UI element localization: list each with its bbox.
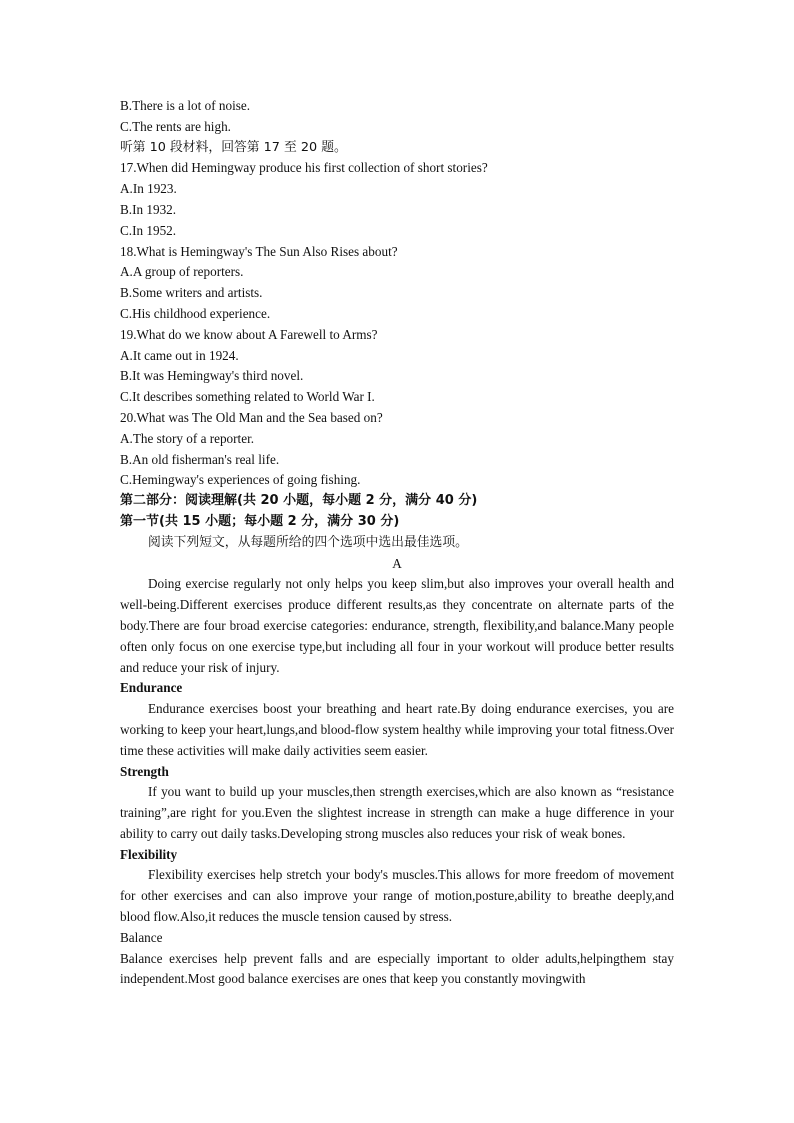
option-line: C.In 1952. — [120, 222, 177, 238]
question-19: 19.What do we know about A Farewell to Arms? — [120, 326, 378, 342]
option-line: B.In 1932. — [120, 201, 177, 217]
option-line: C.The rents are high. — [120, 118, 231, 134]
option-line: A.In 1923. — [120, 181, 177, 197]
section-text-strength: If you want to build up your muscles,then strength exercises,which are also known as “resistance training”,are right for you.Even the slightest increase in strength can make a huge difference in your ability to carry out daily tasks.Developing strong muscles also reduces your risk of weak bones. — [120, 784, 674, 841]
option-line: B.Some writers and artists. — [120, 285, 263, 301]
option-line: A.It came out in 1924. — [120, 347, 239, 363]
document-content — [120, 96, 674, 990]
option-line: A.A group of reporters. — [120, 264, 244, 280]
section-heading: 第一节(共 15 小题；每小题 2 分，满分 30 分) — [120, 513, 400, 529]
reading-instruction: 阅读下列短文，从每题所给的四个选项中选出最佳选项。 — [148, 534, 468, 550]
option-line: C.His childhood experience. — [120, 305, 271, 321]
section-text-endurance: Endurance exercises boost your breathing and heart rate.By doing endurance exercises, you are working to keep your heart,lungs,and blood-flow system healthy while improving your total fitness.Over time these activities will make daily activities seem easier. — [120, 701, 674, 758]
option-line: B.There is a lot of noise. — [120, 98, 251, 113]
option-line: B.It was Hemingway's third novel. — [120, 368, 304, 384]
passage-intro: Doing exercise regularly not only helps you keep slim,but also improves your overall health and well-being.Different exercises produce different results,as they concentrate on alternate parts of the body.There are four broad exercise categories: endurance, strength, flexibility,and balance.Many people often only focus on one exercise type,but including all four in your workout will produce better results and reduce your risk of injury. — [120, 576, 674, 675]
listening-instruction: 听第 10 段材料，回答第 17 至 20 题。 — [120, 139, 347, 155]
part-heading: 第二部分：阅读理解(共 20 小题，每小题 2 分，满分 40 分) — [120, 493, 478, 509]
question-18: 18.What is Hemingway's The Sun Also Rises about? — [120, 243, 398, 259]
question-20: 20.What was The Old Man and the Sea based on? — [120, 409, 383, 425]
section-text-flexibility: Flexibility exercises help stretch your body's muscles.This allows for more freedom of movement for other exercises and can also improve your range of motion,posture,ability to breathe deeply,and blood flow.Also,it reduces the muscle tension caused by stress. — [120, 867, 674, 925]
option-line: A.The story of a reporter. — [120, 430, 255, 446]
section-title-flexibility: Flexibility — [120, 846, 178, 862]
section-title-endurance: Endurance — [120, 680, 183, 696]
option-line: B.An old fisherman's real life. — [120, 451, 280, 467]
passage-label: A — [392, 555, 402, 571]
section-title-balance: Balance — [120, 929, 163, 945]
option-line: C.Hemingway's experiences of going fishing. — [120, 472, 361, 488]
section-text-balance: Balance exercises help prevent falls and are especially important to older adults,helpingthem stay independent.Most good balance exercises are ones that keep you constantly movingwith — [120, 950, 674, 987]
question-17: 17.When did Hemingway produce his first collection of short stories? — [120, 160, 488, 176]
section-title-strength: Strength — [120, 763, 169, 779]
option-line: C.It describes something related to World War I. — [120, 389, 375, 405]
